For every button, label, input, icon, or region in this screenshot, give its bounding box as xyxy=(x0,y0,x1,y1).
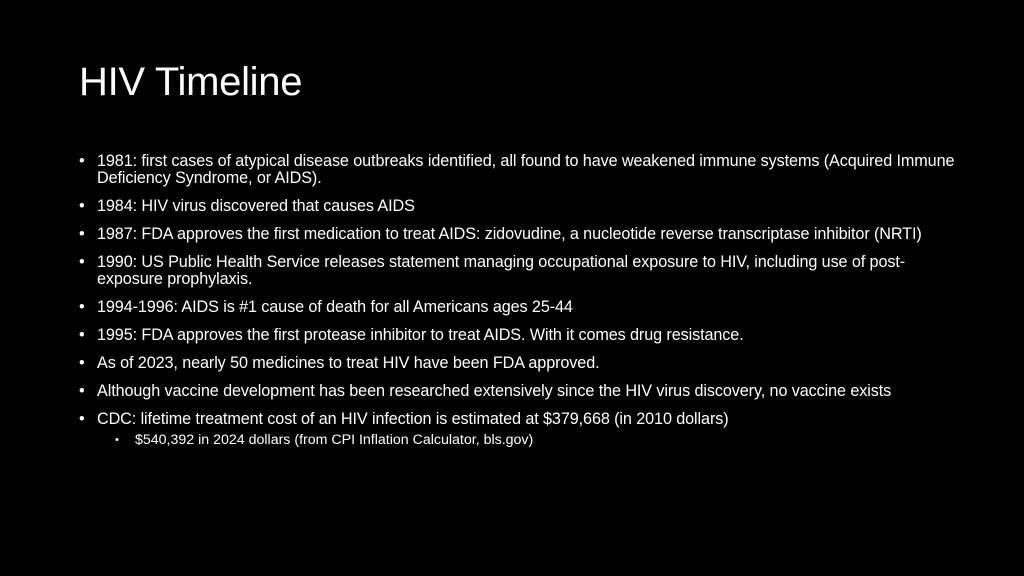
bullet-item xyxy=(79,411,959,428)
bullet-marker-icon: • xyxy=(79,152,85,170)
bullet-marker-icon: • xyxy=(79,298,85,316)
bullet-marker-icon: • xyxy=(79,382,85,400)
bullet-marker-icon: • xyxy=(79,197,85,215)
bullet-text: As of 2023, nearly 50 medicines to treat HIV have been FDA approved. xyxy=(97,354,600,372)
slide-title: HIV Timeline xyxy=(79,60,303,104)
bullet-text: 1994-1996: AIDS is #1 cause of death for all Americans ages 25-44 xyxy=(97,298,573,316)
bullet-item xyxy=(79,355,959,372)
bullet-marker-icon: • xyxy=(79,225,85,243)
bullet-item xyxy=(79,153,959,187)
bullet-item xyxy=(79,327,959,344)
sub-bullet-text: $540,392 in 2024 dollars (from CPI Inflation Calculator, bls.gov) xyxy=(135,432,534,448)
bullet-text: Although vaccine development has been researched extensively since the HIV virus discovery, no vaccine exists xyxy=(97,382,892,400)
bullet-text: CDC: lifetime treatment cost of an HIV infection is estimated at $379,668 (in 2010 dollars) xyxy=(97,410,729,428)
bullet-item xyxy=(79,254,959,288)
bullet-text: 1995: FDA approves the first protease inhibitor to treat AIDS. With it comes drug resistance. xyxy=(97,326,744,344)
bullet-text: 1984: HIV virus discovered that causes AIDS xyxy=(97,197,415,215)
sub-bullet-marker-icon: • xyxy=(115,434,119,446)
bullet-text: 1990: US Public Health Service releases statement managing occupational exposure to HIV, including use of post-exposure prophylaxis. xyxy=(97,253,906,288)
bullet-marker-icon: • xyxy=(79,410,85,428)
sub-bullet-item xyxy=(115,432,959,449)
bullet-item xyxy=(79,299,959,316)
bullet-text: 1981: first cases of atypical disease outbreaks identified, all found to have weakened immune systems (Acquired Immune Deficiency Syndrome, or AIDS). xyxy=(97,152,955,187)
bullet-item xyxy=(79,226,959,243)
bullet-marker-icon: • xyxy=(79,354,85,372)
bullet-marker-icon: • xyxy=(79,326,85,344)
bullet-marker-icon: • xyxy=(79,253,85,271)
bullet-list xyxy=(79,153,959,449)
bullet-item xyxy=(79,198,959,215)
bullet-item xyxy=(79,383,959,400)
bullet-text: 1987: FDA approves the first medication to treat AIDS: zidovudine, a nucleotide reverse transcriptase inhibitor (NRTI) xyxy=(97,225,922,243)
